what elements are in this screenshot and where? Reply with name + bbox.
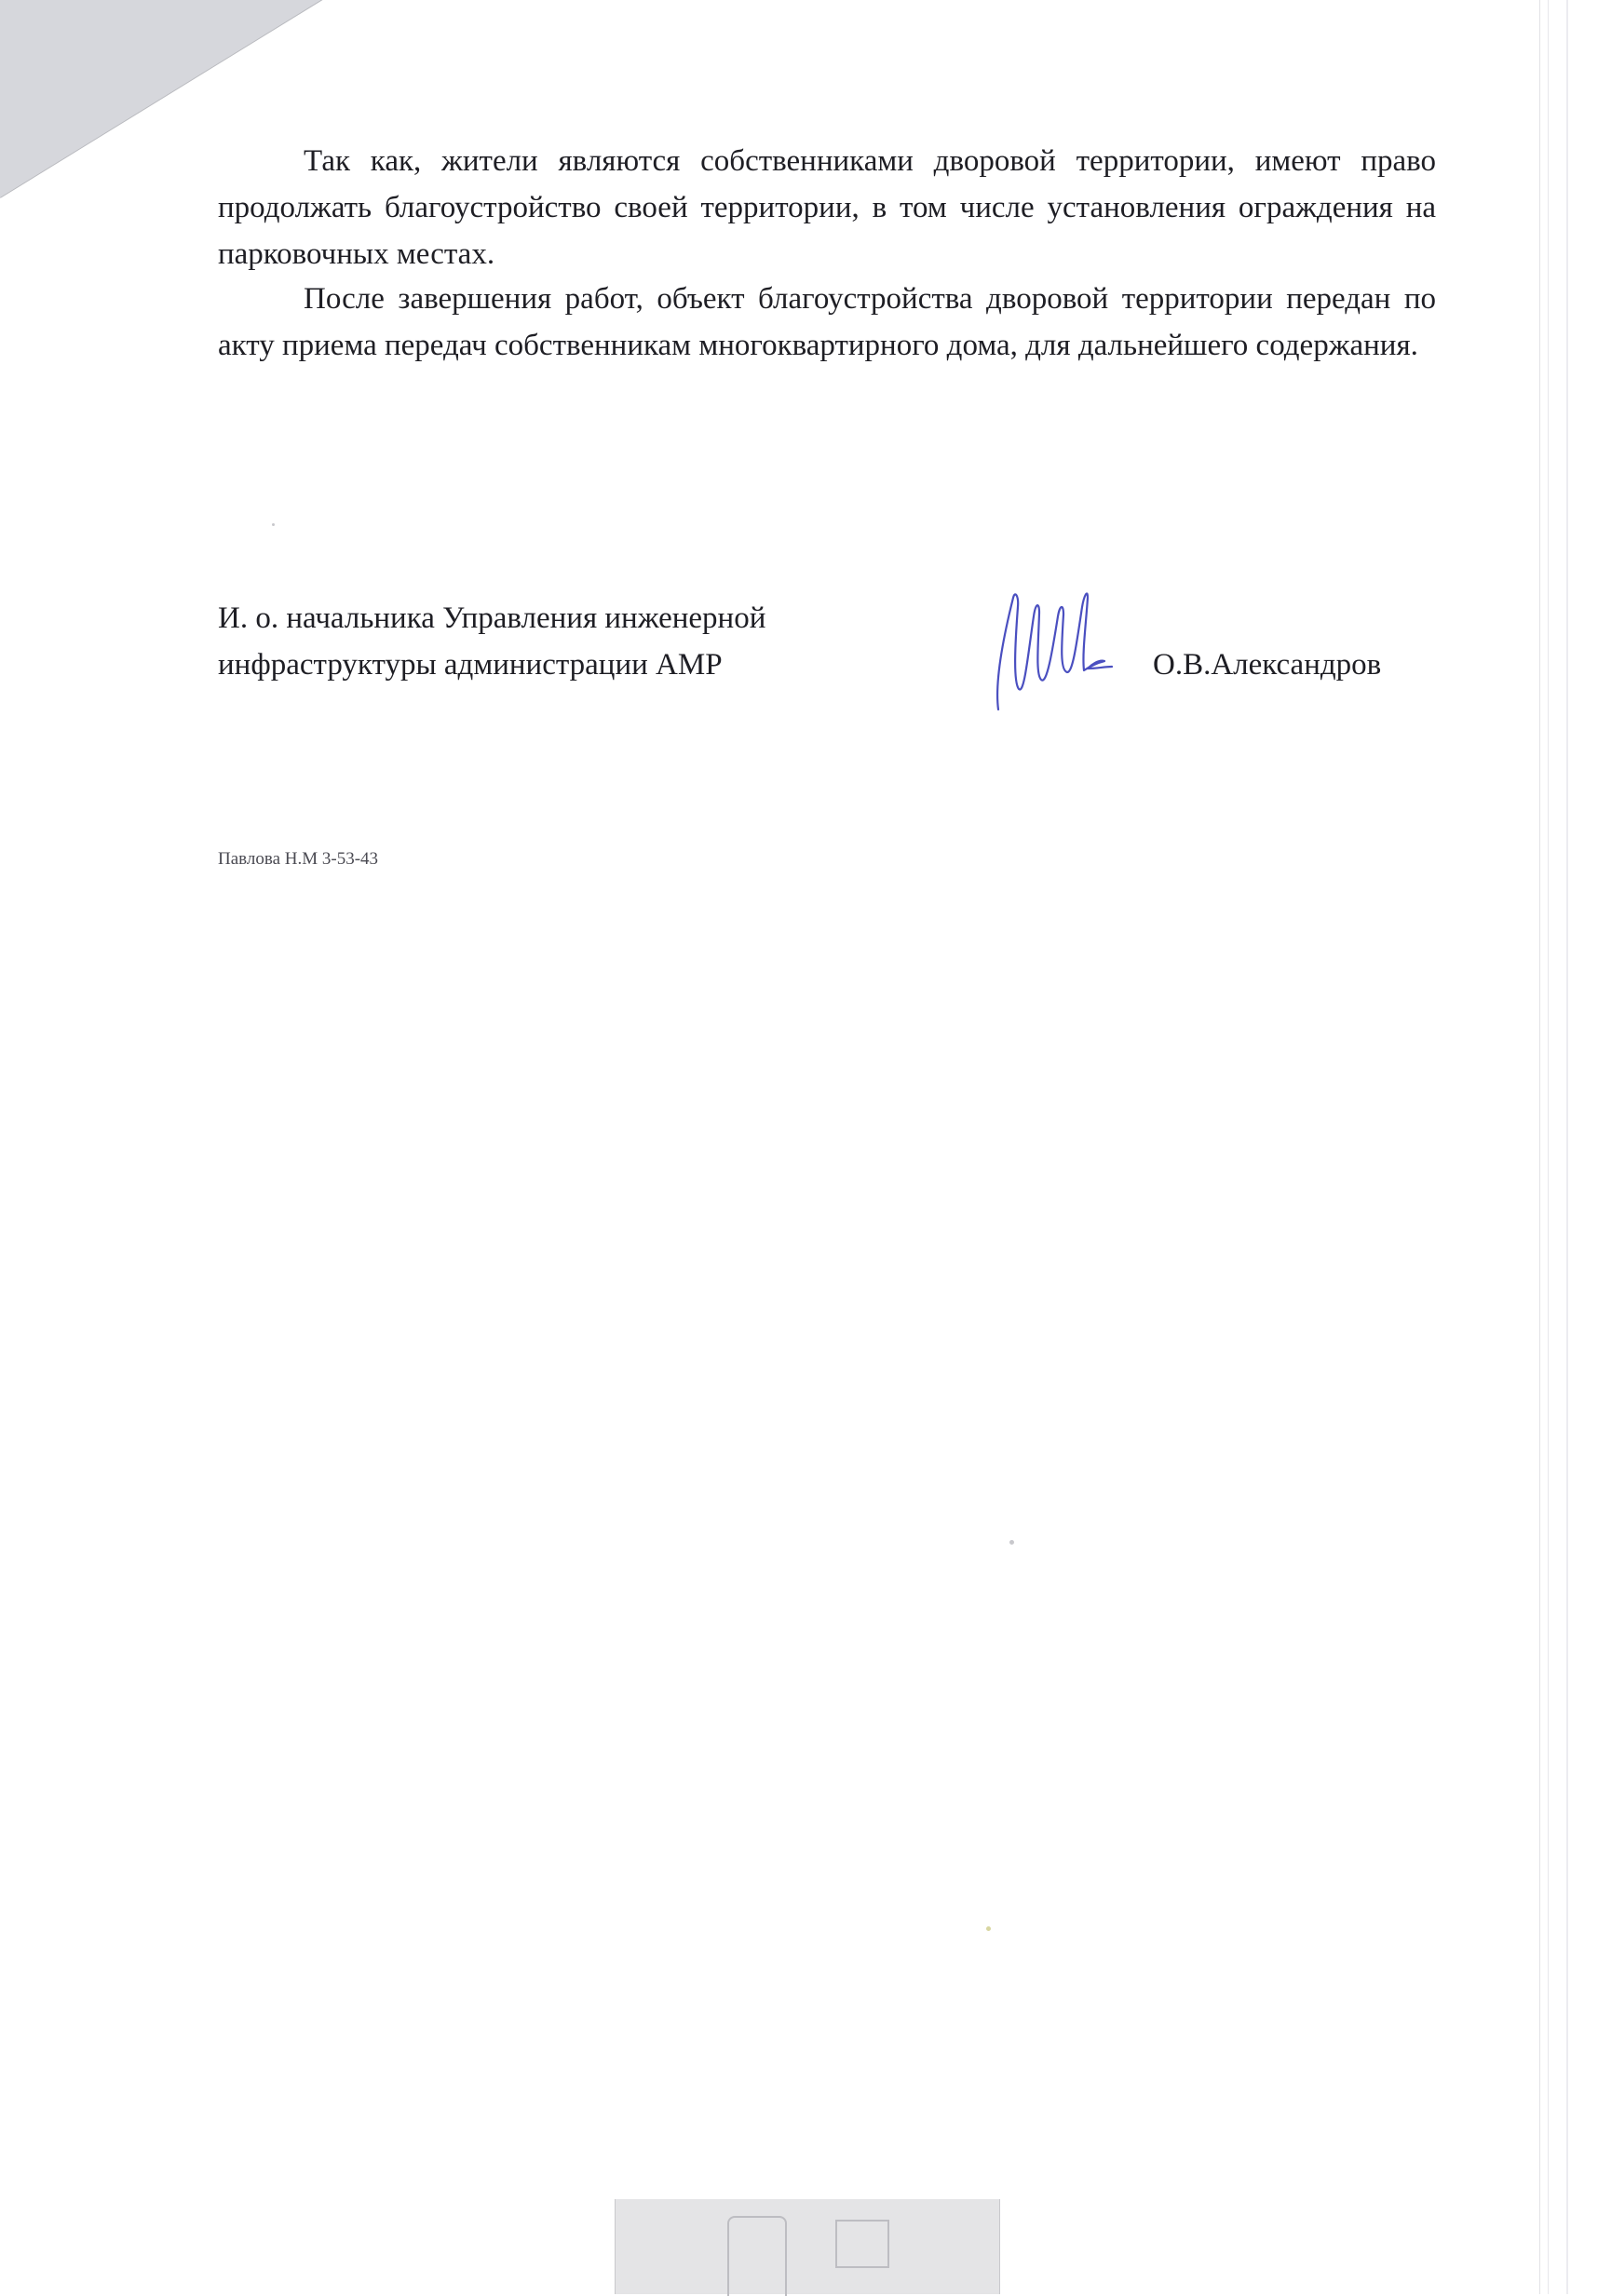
- signer-position-line-1: И. о. начальника Управления инженерной: [218, 601, 766, 635]
- body-paragraph-2: После завершения работ, объект благоустройства дворовой территории передан по акту приема передач собственникам многоквартирного дома, для дальнейшего содержания.: [218, 282, 1436, 362]
- bottom-scan-artifact: [615, 2199, 1000, 2294]
- signer-name: О.В.Александров: [1153, 648, 1382, 682]
- page-edge-shadow: [1539, 0, 1568, 2294]
- executor-contact: Павлова Н.М 3-53-43: [218, 849, 379, 869]
- artifact-shape: [835, 2220, 889, 2268]
- artifact-shape: [727, 2216, 787, 2296]
- signer-position-line-2: инфраструктуры администрации АМР: [218, 648, 723, 682]
- scan-speck: [272, 523, 275, 526]
- scan-speck: [986, 1926, 991, 1931]
- body-paragraph-1: Так как, жители являются собственниками дворовой территории, имеют право продолжать благоустройство своей территории, в том числе установления ограждения на парковочных местах.: [218, 144, 1436, 271]
- scan-speck: [1009, 1540, 1014, 1545]
- handwritten-signature: [987, 570, 1127, 719]
